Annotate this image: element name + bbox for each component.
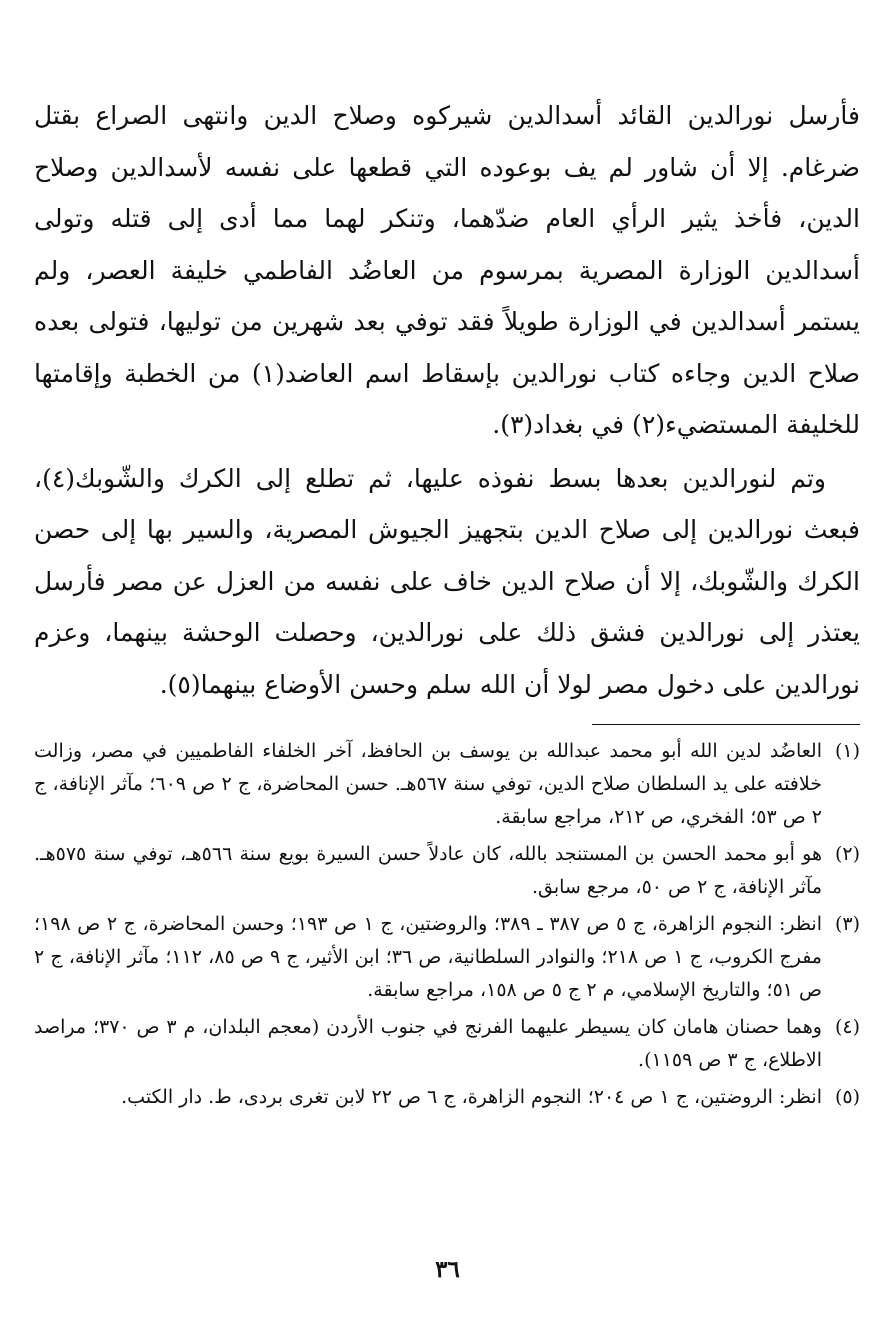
footnote-number: (٢) xyxy=(834,843,860,865)
footnote-separator xyxy=(592,724,860,725)
paragraph-1-text: فأرسل نورالدين القائد أسدالدين شيركوه وصلاح الدين وانتهى الصراع بقتل ضرغام. إلا أن شاور لم يف بوعوده التي قطعها على نفسه لأسدالدين وصلاح الدين، فأخذ يثير الرأي العام ضدّهما، وتنكر لهما مما أدى إلى قتله وتولى أسدالدين الوزارة المصرية بمرسوم من العاضُد الفاطمي خليفة العصر، ولم يستمر أسدالدين في الوزارة طويلاً فقد توفي بعد شهرين من توليها، فتولى بعده صلاح الدين وجاءه كتاب نورالدين بإسقاط اسم العاضد(١) من الخطبة وإقامتها للخليفة المستضيء(٢) في بغداد(٣). xyxy=(34,101,860,439)
footnote-number: (٣) xyxy=(834,913,860,935)
page-number: ٣٦ xyxy=(435,1256,460,1283)
body-paragraph-2 xyxy=(34,453,860,711)
footnote-item xyxy=(34,838,860,904)
footnote-number: (٤) xyxy=(834,1016,860,1038)
footnote-item xyxy=(34,735,860,834)
book-page xyxy=(34,90,860,1118)
footnote-text: هو أبو محمد الحسن بن المستنجد بالله، كان عادلاً حسن السيرة بويع سنة ٥٦٦هـ، توفي سنة ٥٧٥هـ. مآثر الإنافة، ج ٢ ص ٥٠، مرجع سابق. xyxy=(34,843,822,898)
paragraph-2-text: وتم لنورالدين بعدها بسط نفوذه عليها، ثم تطلع إلى الكرك والشّوبك(٤)، فبعث نورالدين إلى صلاح الدين بتجهيز الجيوش المصرية، والسير بها إلى حصن الكرك والشّوبك، إلا أن صلاح الدين خاف على نفسه من العزل عن مصر فأرسل يعتذر إلى نورالدين فشق ذلك على نورالدين، وحصلت الوحشة بينهما، وعزم نورالدين على دخول مصر لولا أن الله سلم وحسن الأوضاع بينهما(٥). xyxy=(34,463,860,699)
footnote-item xyxy=(34,908,860,1007)
footnote-text: وهما حصنان هامان كان يسيطر عليهما الفرنج في جنوب الأردن (معجم البلدان، م ٣ ص ٣٧٠؛ مراصد الاطلاع، ج ٣ ص ١١٥٩). xyxy=(34,1016,822,1071)
footnotes xyxy=(34,735,860,1114)
footnote-number: (٥) xyxy=(834,1086,860,1108)
footnote-separator-wrap xyxy=(34,710,860,725)
footnote-text: العاضُد لدين الله أبو محمد عبدالله بن يوسف بن الحافظ، آخر الخلفاء الفاطميين في مصر، وزالت خلافته على يد السلطان صلاح الدين، توفي سنة ٥٦٧هـ. حسن المحاضرة، ج ٢ ص ٦٠٩؛ مآثر الإنافة، ج ٢ ص ٥٣؛ الفخري، ص ٢١٢، مراجع سابقة. xyxy=(34,740,822,828)
footnote-item xyxy=(34,1011,860,1077)
footnote-number: (١) xyxy=(834,740,860,762)
footnote-text: انظر: النجوم الزاهرة، ج ٥ ص ٣٨٧ ـ ٣٨٩؛ والروضتين، ج ١ ص ١٩٣؛ وحسن المحاضرة، ج ٢ ص ١٩٨؛ مفرج الكروب، ج ١ ص ٢١٨؛ والنوادر السلطانية، ص ٣٦؛ ابن الأثير، ج ٩ ص ٨٥، ١١٢؛ مآثر الإنافة، ج ٢ ص ٥١؛ والتاريخ الإسلامي، م ٢ ج ٥ ص ١٥٨، مراجع سابقة. xyxy=(34,913,822,1001)
footnote-text: انظر: الروضتين، ج ١ ص ٢٠٤؛ النجوم الزاهرة، ج ٦ ص ٢٢ لابن تغرى بردى، ط. دار الكتب. xyxy=(121,1086,822,1108)
footnote-item xyxy=(34,1081,860,1114)
body-paragraph-1 xyxy=(34,90,860,451)
